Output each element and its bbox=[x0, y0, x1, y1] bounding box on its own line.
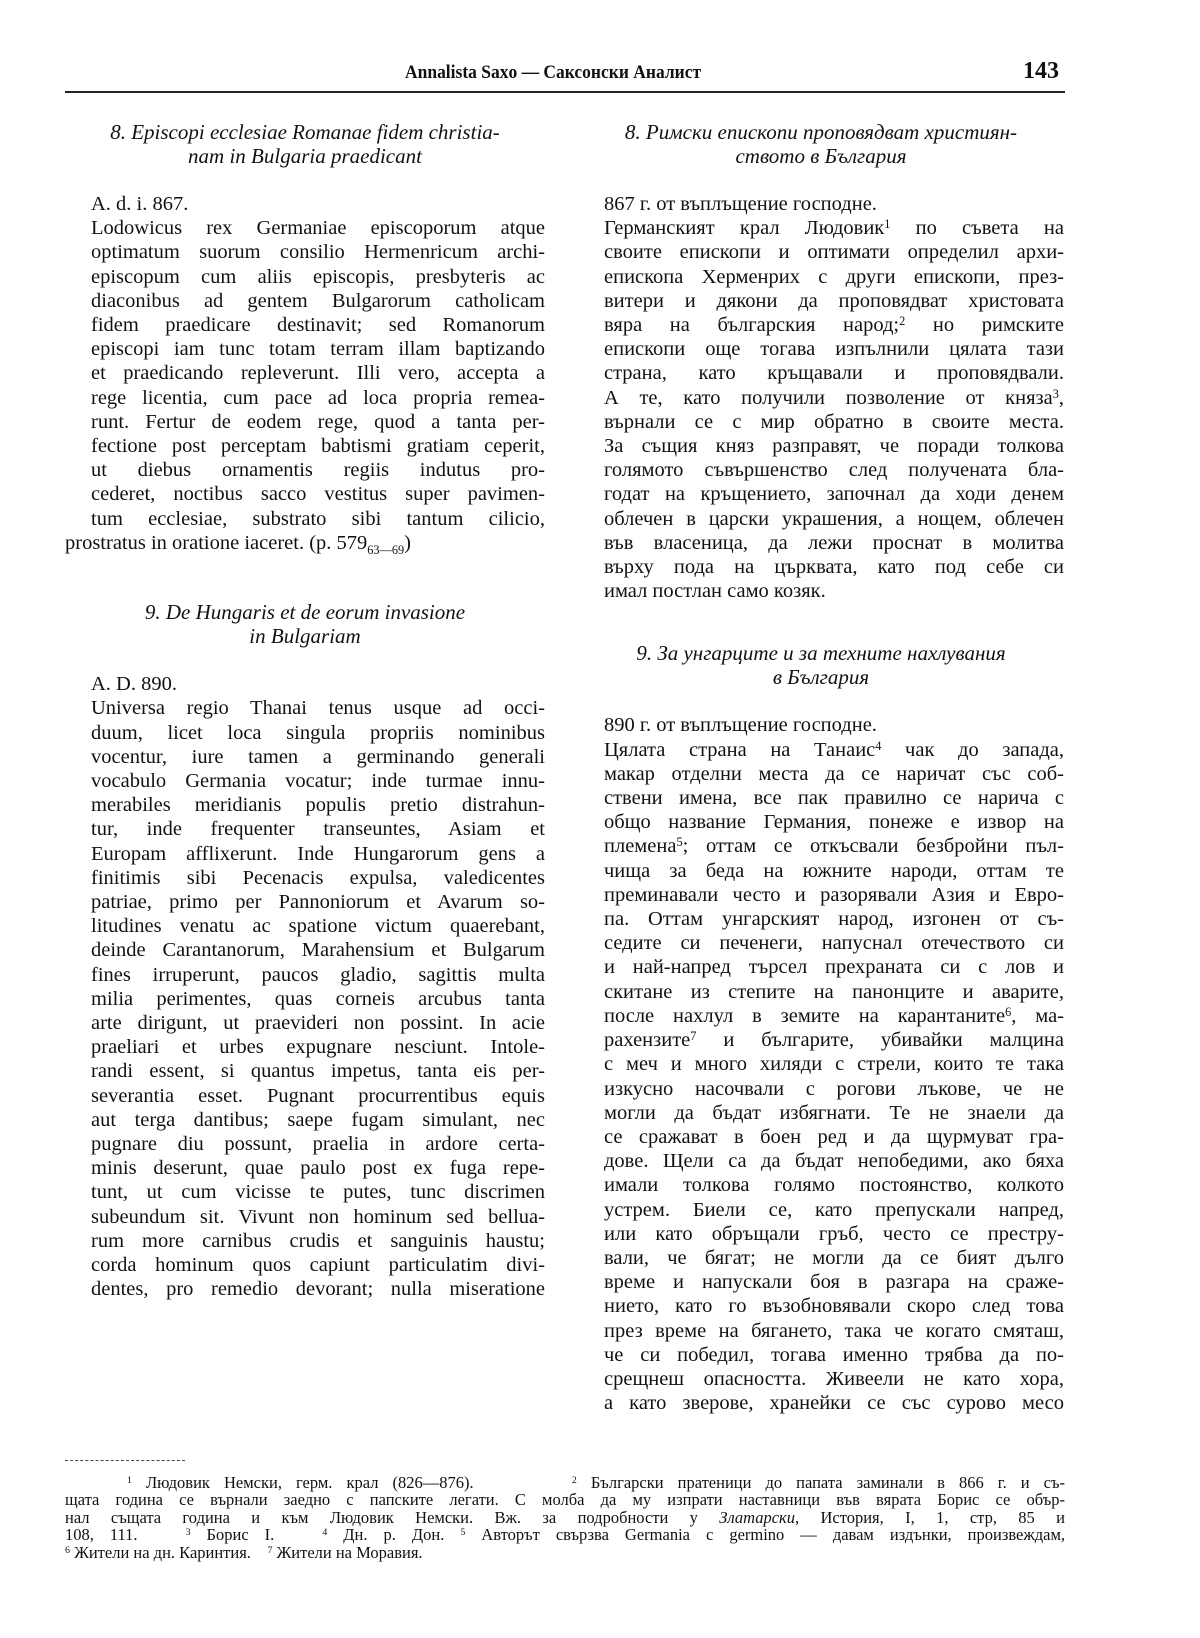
text-line bbox=[578, 907, 1064, 931]
text-line bbox=[578, 1004, 1064, 1028]
text-line: tur, inde frequenter transeuntes, Asiam et bbox=[91, 818, 545, 841]
footnote-text: , История, I, 1, стр, 85 и bbox=[795, 1507, 1065, 1527]
text-line bbox=[578, 1028, 1064, 1052]
text-line bbox=[578, 1246, 1064, 1270]
text-line bbox=[578, 337, 1064, 361]
text: могли да бъдат избягнати. Те не знаели да bbox=[604, 1101, 1064, 1124]
text-line bbox=[578, 1149, 1064, 1173]
text: облечен в царски украшения, а нощем, облечен bbox=[604, 507, 1064, 530]
section-8-latin-title bbox=[65, 120, 545, 168]
title-line: 9. De Hungaris et de eorum invasione bbox=[144, 600, 466, 625]
section-9-bulgarian-title bbox=[578, 641, 1064, 689]
text-line bbox=[578, 361, 1064, 385]
text: витери и дякони да проповядват христовата bbox=[604, 289, 1064, 312]
footnote-text: Жители на Моравия. bbox=[272, 1542, 423, 1562]
text-line bbox=[578, 1198, 1064, 1222]
text-line: episcopum cum aliis episcopis, presbyteris ac bbox=[91, 265, 545, 288]
text-line: minis deserunt, quae paulo post ex fuga repe- bbox=[91, 1157, 545, 1180]
section-8-latin-last-line bbox=[65, 531, 545, 562]
footnote-number: 1 bbox=[127, 1475, 132, 1487]
footnote-number: 2 bbox=[571, 1475, 577, 1487]
text-line bbox=[578, 1173, 1064, 1197]
text-line bbox=[578, 555, 1064, 579]
text-line: dentes, pro remedio devorant; nulla miseratione bbox=[91, 1278, 545, 1301]
text-line: fectione post perceptam babtismi gratiam ceperit, bbox=[91, 435, 545, 458]
title-line: nam in Bulgaria praedicant bbox=[188, 144, 422, 168]
text-line bbox=[578, 1222, 1064, 1246]
text: своите епископи и оптимати определил архи- bbox=[604, 241, 1064, 264]
text-line bbox=[578, 265, 1064, 289]
text-line bbox=[578, 410, 1064, 434]
text: рахензите bbox=[604, 1029, 691, 1052]
text: ствени имена, все пак правилно се нарича с bbox=[604, 787, 1064, 810]
text-line: merabiles meridianis populis pretio distrahun- bbox=[91, 794, 545, 817]
section-8-latin-date: A. d. i. 867. bbox=[91, 193, 189, 215]
text: с меч и много хиляди с стрели, които те така bbox=[604, 1053, 1064, 1076]
text-line: milia perimentes, quas corneis arcubus tanta bbox=[91, 987, 545, 1010]
footnote-text: Жители на дн. Каринтия. bbox=[69, 1542, 251, 1562]
text: скитане из степите на панонците и аварите, bbox=[604, 980, 1064, 1003]
title-line: 8. Римски епископи проповядват християн- bbox=[624, 120, 1018, 144]
text-line bbox=[578, 434, 1064, 458]
title-line: в България bbox=[772, 665, 870, 690]
text-line bbox=[578, 289, 1064, 313]
section-8-bulgarian-date: 867 г. от въплъщение господне. bbox=[604, 193, 877, 215]
text-line: rum more carnibus crudis et sanguinis haustu; bbox=[91, 1229, 545, 1252]
text-line bbox=[578, 507, 1064, 531]
footnote-reference: 2 bbox=[899, 313, 906, 328]
text-line bbox=[578, 458, 1064, 482]
text-line bbox=[578, 1391, 1064, 1415]
text-line: episcopi iam tunc totam terram illam baptizando bbox=[91, 338, 545, 361]
title-line: in Bulgariam bbox=[249, 624, 361, 649]
text: седите си печенеги, напуснал отечеството си bbox=[604, 932, 1064, 955]
footnote-line bbox=[65, 1544, 1065, 1561]
text-line bbox=[578, 1270, 1064, 1294]
footnote-text: нал същата година и към Людовик Немски. Вж. за подробности у bbox=[65, 1507, 720, 1527]
text: че си победил, тогава именно трябва да по- bbox=[604, 1343, 1064, 1366]
text: и най-напред търсел прехраната си с лов и bbox=[604, 956, 1064, 979]
text: имали толкова голямо постоянство, колкото bbox=[604, 1174, 1064, 1197]
text-line bbox=[578, 1101, 1064, 1125]
text-line bbox=[578, 531, 1064, 555]
page-ref-subscript: 63—69 bbox=[367, 542, 405, 557]
text: имал постлан само козяк. bbox=[604, 580, 826, 603]
text-line bbox=[578, 1367, 1064, 1391]
text: За същия княз разправят, че поради толкова bbox=[604, 435, 1064, 458]
text: изкусно насочвали с рогови лъкове, че не bbox=[604, 1077, 1064, 1100]
text: по съвета на bbox=[890, 217, 1064, 240]
text: преминавали често и разорявали Азия и Евро- bbox=[604, 883, 1064, 906]
text-line: praeliari et urbes expugnare nesciunt. Intole- bbox=[91, 1036, 545, 1059]
text-line: vocabulo Germania vocatur; inde turmae innu- bbox=[91, 769, 545, 792]
text: Цялата страна на Танаис bbox=[604, 738, 876, 761]
text: но римските bbox=[905, 314, 1064, 337]
footnote-text: Български пратеници до папата заминали в 866 г. и съ- bbox=[576, 1473, 1066, 1492]
text: вяра на българския народ; bbox=[604, 314, 900, 337]
text-line bbox=[578, 1125, 1064, 1149]
title-line: 8. Episcopi ecclesiae Romanae fidem christia- bbox=[110, 120, 500, 144]
footnote-number: 7 bbox=[267, 1544, 273, 1556]
text: ; оттам се откъсвали безбройни пъл- bbox=[682, 835, 1064, 858]
footnote-line bbox=[65, 1474, 1065, 1491]
section-8-bulgarian-title bbox=[578, 120, 1064, 168]
text-line bbox=[578, 834, 1064, 858]
text-line: optimatum suorum consilio Hermenricum archi- bbox=[91, 241, 545, 264]
text-line bbox=[578, 1294, 1064, 1318]
text-line: randi essent, si quantus impetus, tanta eis per- bbox=[91, 1060, 545, 1083]
text: или като обръщали гръб, често се престру- bbox=[604, 1222, 1064, 1245]
section-8-bulgarian-text bbox=[578, 216, 1064, 603]
text-line: patriae, primo per Pannoniorum et Avarum so- bbox=[91, 890, 545, 913]
title-line: 9. За унгарците и за техните нахлувания bbox=[636, 641, 1006, 666]
text: вали, че бягат; не могли да се бият дълго bbox=[604, 1246, 1064, 1269]
text: чак до запада, bbox=[881, 738, 1064, 761]
text-line bbox=[578, 579, 1064, 603]
text: върху пода на църквата, като под себе си bbox=[604, 556, 1064, 579]
text-line: prostratus in oratione iaceret. (p. 579 bbox=[65, 531, 368, 554]
text: върнали се с мир обратно в своите места. bbox=[604, 410, 1064, 433]
page-header bbox=[65, 58, 1065, 90]
text: макар отделни места да се наричат със соб- bbox=[604, 762, 1064, 785]
text-line bbox=[578, 1319, 1064, 1343]
text-line bbox=[578, 738, 1064, 762]
text-line: diaconibus ad gentem Bulgarorum catholicam bbox=[91, 289, 545, 312]
footnote-text: Авторът свързва Germania с germino — давам издънки, произвеждам, bbox=[465, 1525, 1066, 1545]
text-line bbox=[578, 810, 1064, 834]
header-rule bbox=[65, 91, 1065, 93]
text-line bbox=[578, 980, 1064, 1004]
latin-column bbox=[65, 110, 545, 1301]
text-line bbox=[578, 313, 1064, 337]
text: а като зверове, хранейки се със сурово месо bbox=[604, 1392, 1064, 1415]
footnote-number: 5 bbox=[460, 1527, 466, 1539]
text: епископа Херменрих с други епископи, през- bbox=[604, 265, 1064, 288]
section-9-latin-text bbox=[65, 696, 545, 1301]
footnote-line bbox=[65, 1526, 1065, 1543]
footnote-reference: 5 bbox=[676, 835, 683, 850]
text: , bbox=[1058, 386, 1064, 409]
text-line: vocentur, iure tamen a germinando generali bbox=[91, 745, 545, 768]
text: дове. Щели са да бъдат непобедими, ако бяха bbox=[604, 1150, 1064, 1173]
section-8-latin-text bbox=[65, 216, 545, 531]
text-line bbox=[578, 931, 1064, 955]
footnote-reference: 1 bbox=[884, 217, 891, 232]
text: па. Оттам унгарският народ, изгонен от съ- bbox=[604, 908, 1064, 931]
text: устрем. Биели се, като препускали напред, bbox=[604, 1198, 1064, 1221]
bulgarian-column bbox=[578, 110, 1064, 1415]
footnote-text: Борис I. bbox=[190, 1525, 275, 1545]
text-line: deinde Carantanorum, Marahensium et Bulgarum bbox=[91, 939, 545, 962]
text-line bbox=[578, 240, 1064, 264]
text-line bbox=[578, 859, 1064, 883]
text-line: tum ecclesiae, substrato sibi tantum cilicio, bbox=[91, 507, 545, 530]
title-line: ството в България bbox=[735, 144, 907, 168]
text-line: et praedicando repleverunt. Illi vero, accepta a bbox=[91, 362, 545, 385]
text: през време на бягането, така че когато смяташ, bbox=[604, 1319, 1064, 1342]
text: срещнеш опасността. Живеели не като хора, bbox=[604, 1367, 1064, 1390]
footnote-reference: 3 bbox=[1052, 386, 1059, 401]
text-line: rege licentia, cum pace ad loca propria remea- bbox=[91, 386, 545, 409]
text-line bbox=[578, 482, 1064, 506]
text-line: duum, licet loca singula propriis nominibus bbox=[91, 721, 545, 744]
footnote-author: Златарски bbox=[719, 1507, 796, 1527]
text: годат на кръщението, започнал да ходи денем bbox=[604, 483, 1064, 506]
footnote-line bbox=[65, 1509, 1065, 1526]
text-line bbox=[578, 1343, 1064, 1367]
text: време и напускали боя в разгара на сраже- bbox=[604, 1271, 1064, 1294]
footnotes bbox=[65, 1474, 1065, 1561]
text-line: subeundum sit. Vivunt non hominum sed bellua- bbox=[91, 1205, 545, 1228]
text-line: aut terga dantibus; saepe fugam simulant, nec bbox=[91, 1108, 545, 1131]
text: племена bbox=[604, 835, 677, 858]
text-line: tunt, ut cum vicisse te putes, tunc discrimen bbox=[91, 1181, 545, 1204]
text-line: severantia esset. Pugnant procurrentibus equis bbox=[91, 1084, 545, 1107]
running-title: Annalista Saxo — Саксонски Аналист bbox=[405, 62, 702, 83]
footnote-reference: 4 bbox=[875, 738, 882, 753]
footnote-line: щата година се върнали заедно с папските легати. С молба да му изпрати наставници във вярата Борис се обър- bbox=[65, 1490, 1065, 1510]
footnote-text: 108, 111. bbox=[65, 1525, 138, 1545]
text-line: fines irruperunt, paucos gladio, sagittis multa bbox=[91, 963, 545, 986]
text: голямото съвършенство след получената бла- bbox=[604, 459, 1064, 482]
text-line: arte dirigunt, ut praevideri non possint. In acie bbox=[91, 1011, 545, 1034]
text-line bbox=[578, 955, 1064, 979]
text-line: pugnare diu possunt, praelia in ardore certa- bbox=[91, 1133, 545, 1155]
text-line: Europam afflixerunt. Inde Hungarorum gens a bbox=[91, 842, 545, 865]
text-line bbox=[578, 883, 1064, 907]
text: епископи още тогава изпълнили цялата тази bbox=[604, 338, 1064, 361]
section-9-latin-title bbox=[65, 600, 545, 648]
footnote-reference: 7 bbox=[690, 1028, 697, 1043]
text-line bbox=[578, 1077, 1064, 1101]
text: във власеница, да лежи проснат в молитва bbox=[604, 531, 1064, 554]
footnote-text: Людовик Немски, герм. крал (826—876). bbox=[131, 1473, 474, 1492]
footnote-number: 6 bbox=[65, 1544, 70, 1556]
text: ) bbox=[404, 531, 411, 554]
text-line bbox=[578, 786, 1064, 810]
text-line bbox=[578, 216, 1064, 240]
text-line: ut diebus ornamentis regiis indutus pro- bbox=[91, 459, 545, 482]
text-line: finitimis sibi Pecenacis expulsa, valedicentes bbox=[91, 866, 545, 889]
text-line bbox=[578, 1052, 1064, 1076]
text-line: litudines venatu ac spatione victum quaerebant, bbox=[91, 915, 545, 938]
section-9-latin-date: A. D. 890. bbox=[91, 673, 177, 696]
footnote-number: 4 bbox=[322, 1527, 328, 1539]
text: после нахлул в земите на карантаните bbox=[604, 1004, 1006, 1027]
text-line: Universa regio Thanai tenus usque ad occi- bbox=[91, 697, 545, 720]
page-number: 143 bbox=[1023, 58, 1059, 84]
text: общо название Германия, понеже е извор на bbox=[604, 811, 1064, 834]
text-line: fidem praedicare destinavit; sed Romanorum bbox=[91, 314, 545, 337]
text: Германският крал Людовик bbox=[604, 217, 885, 240]
text-line: runt. Fertur de eodem rege, quod a tanta per- bbox=[91, 410, 545, 433]
section-9-bulgarian-date: 890 г. от въплъщение господне. bbox=[604, 714, 877, 737]
text: и българите, убивайки малцина bbox=[696, 1029, 1064, 1052]
text: страна, като кръщавали и проповядвали. bbox=[604, 362, 1064, 385]
text-line: cederet, noctibus sacco vestitus super pavimen- bbox=[91, 483, 545, 506]
footnote-reference: 6 bbox=[1005, 1004, 1012, 1019]
text: , ма- bbox=[1011, 1004, 1064, 1027]
text: чища за беда на южните народи, оттам те bbox=[604, 859, 1064, 882]
text: А те, като получили позволение от княза bbox=[604, 386, 1053, 409]
text-line bbox=[578, 762, 1064, 786]
footnote-text: Дн. р. Дон. bbox=[327, 1525, 445, 1545]
text-line: corda hominum quos capiunt particulatim divi- bbox=[91, 1254, 545, 1277]
section-9-bulgarian-text bbox=[578, 738, 1064, 1416]
text: нието, като го възобновявали скоро след това bbox=[604, 1295, 1064, 1318]
text: се сражават в боен ред и да щурмуват гра- bbox=[604, 1125, 1064, 1148]
footnote-separator bbox=[65, 1460, 185, 1461]
footnote-number: 3 bbox=[185, 1527, 191, 1539]
text-line bbox=[578, 386, 1064, 410]
text-line: Lodowicus rex Germaniae episcoporum atque bbox=[91, 217, 545, 240]
